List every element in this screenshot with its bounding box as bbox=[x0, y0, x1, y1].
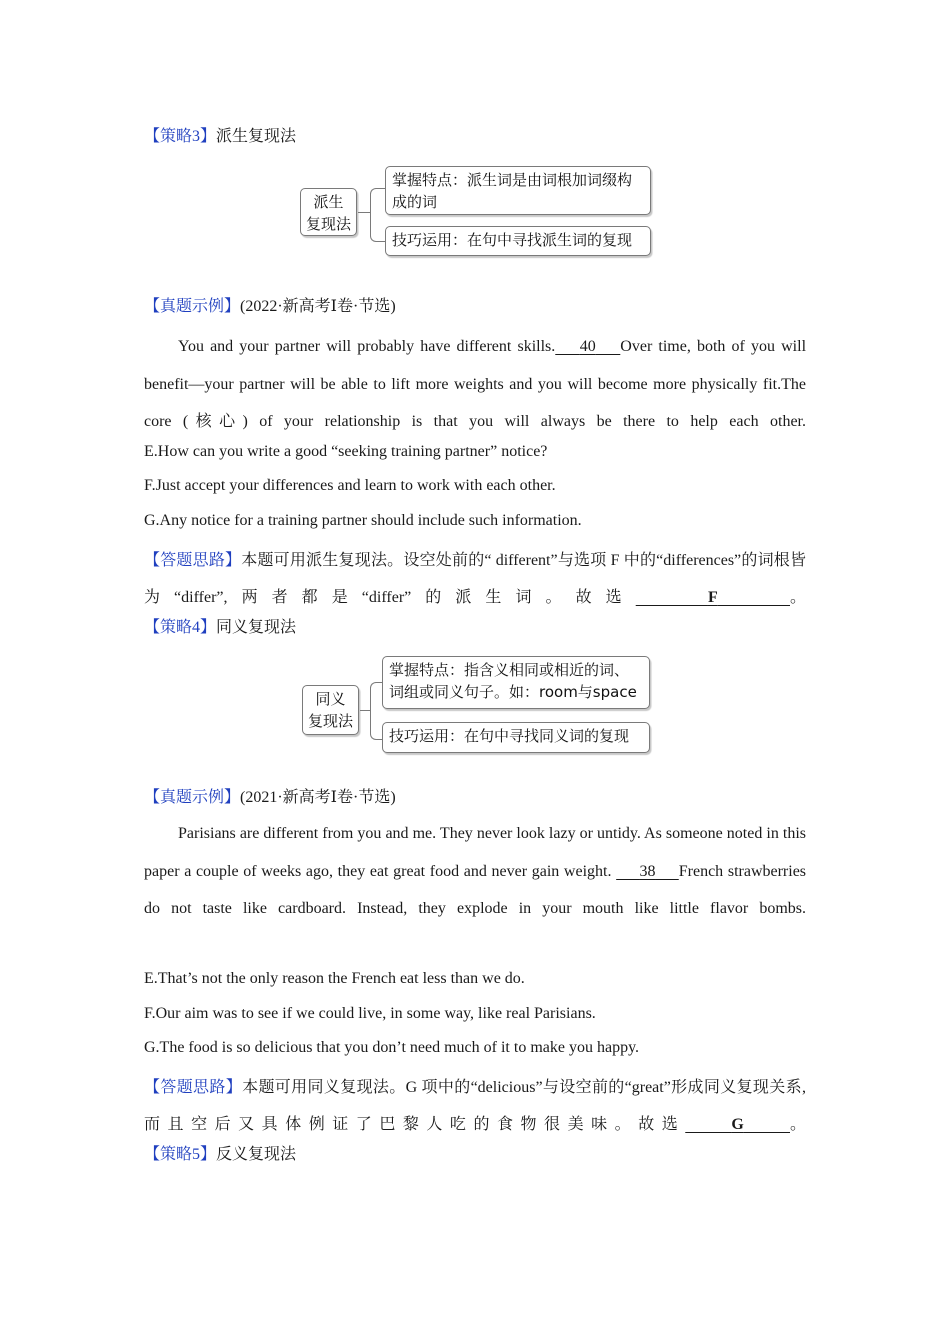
analysis-1-text: 本题可用派生复现法。设空处前的“ different”与选项 F 中的“differences”的词根皆为“differ”,两者都是“differ”的派生词。故选 bbox=[144, 552, 806, 606]
example-1-option-f: F.Just accept your differences and learn to work with each other. bbox=[144, 477, 556, 494]
diagram-skill-box: 技巧运用：在句中寻找同义词的复现 bbox=[382, 722, 650, 753]
blank-38-number: 38 bbox=[639, 862, 656, 880]
strategy-5-title: 反义复现法 bbox=[216, 1146, 297, 1163]
strategy-5-tag: 【策略5】 bbox=[144, 1146, 217, 1163]
passage-1-before: You and your partner will probably have different skills. bbox=[178, 338, 556, 355]
diagram-root-line-1: 派生 bbox=[313, 193, 344, 211]
example-2-source: (2021·新高考Ⅰ卷·节选) bbox=[240, 789, 396, 806]
analysis-2-end: 。 bbox=[790, 1116, 807, 1133]
answer-1 bbox=[636, 589, 790, 606]
strategy-3-title: 派生复现法 bbox=[216, 128, 297, 145]
example-2-option-e: E.That’s not the only reason the French eat less than we do. bbox=[144, 970, 525, 987]
example-2-passage bbox=[144, 815, 806, 928]
example-1-heading bbox=[144, 297, 806, 317]
diagram-feature-box: 掌握特点：指含义相同或相近的词、词组或同义句子。如：room与space bbox=[382, 656, 650, 709]
example-1-option-g: G.Any notice for a training partner should include such information. bbox=[144, 512, 582, 529]
strategy-3-heading bbox=[144, 127, 806, 147]
diagram-root-box bbox=[300, 188, 357, 236]
example-1-source: (2022·新高考Ⅰ卷·节选) bbox=[240, 298, 396, 315]
diagram-bracket bbox=[370, 188, 386, 242]
blank-38 bbox=[616, 863, 679, 880]
example-1-option-e: E.How can you write a good “seeking training partner” notice? bbox=[144, 443, 548, 460]
answer-1-letter: F bbox=[707, 589, 718, 606]
analysis-2-text: 本题可用同义复现法。G 项中的“delicious”与设空前的“great”形成同义复现关系, 而且空后又具体例证了巴黎人吃的食物很美味。故选 bbox=[144, 1079, 806, 1133]
strategy-4-diagram bbox=[302, 656, 652, 754]
blank-40-number: 40 bbox=[579, 338, 596, 355]
diagram-root-line-1: 同义 bbox=[315, 690, 346, 708]
analysis-1-tag: 【答题思路】 bbox=[144, 552, 242, 569]
diagram-root-line-2: 复现法 bbox=[307, 712, 353, 730]
diagram-skill-box: 技巧运用：在句中寻找派生词的复现 bbox=[385, 226, 651, 256]
example-1-passage bbox=[144, 328, 806, 441]
analysis-1-end: 。 bbox=[790, 589, 807, 606]
answer-2 bbox=[685, 1116, 790, 1133]
diagram-root-box bbox=[302, 685, 359, 735]
strategy-4-tag: 【策略4】 bbox=[144, 619, 217, 636]
example-2-option-g: G.The food is so delicious that you don’t need much of it to make you happy. bbox=[144, 1039, 640, 1056]
example-1-analysis bbox=[144, 542, 806, 616]
example-1-tag: 【真题示例】 bbox=[144, 298, 241, 315]
example-2-analysis bbox=[144, 1069, 806, 1143]
passage-1-after: Over time, both of you will benefit—your partner will be able to lift more weights and you will become more physically fit.The core (核心) of your relationship is that you will always be there to help each other. bbox=[144, 338, 807, 430]
strategy-5-heading bbox=[144, 1145, 806, 1165]
analysis-2-tag: 【答题思路】 bbox=[144, 1079, 243, 1096]
answer-2-letter: G bbox=[731, 1116, 744, 1133]
diagram-connector bbox=[358, 212, 370, 213]
blank-40 bbox=[555, 338, 620, 355]
diagram-root-line-2: 复现法 bbox=[305, 215, 351, 233]
example-2-heading bbox=[144, 788, 806, 808]
strategy-3-tag: 【策略3】 bbox=[144, 128, 217, 145]
strategy-3-diagram bbox=[300, 166, 652, 258]
diagram-feature-box: 掌握特点：派生词是由词根加词缀构成的词 bbox=[385, 166, 651, 215]
example-2-tag: 【真题示例】 bbox=[144, 789, 241, 806]
passage-2-before: Parisians are different from you and me. They never look lazy or untidy. As someone noted in this paper a couple of weeks ago, they eat great food and never gain weight. bbox=[144, 825, 806, 880]
example-2-option-f: F.Our aim was to see if we could live, in some way, like real Parisians. bbox=[144, 1005, 596, 1022]
strategy-4-title: 同义复现法 bbox=[216, 619, 297, 636]
diagram-connector bbox=[360, 710, 370, 711]
strategy-4-heading bbox=[144, 618, 806, 638]
passage-2-after: French strawberries do not taste like cardboard. Instead, they explode in your mouth like little flavor bombs. bbox=[144, 862, 807, 917]
